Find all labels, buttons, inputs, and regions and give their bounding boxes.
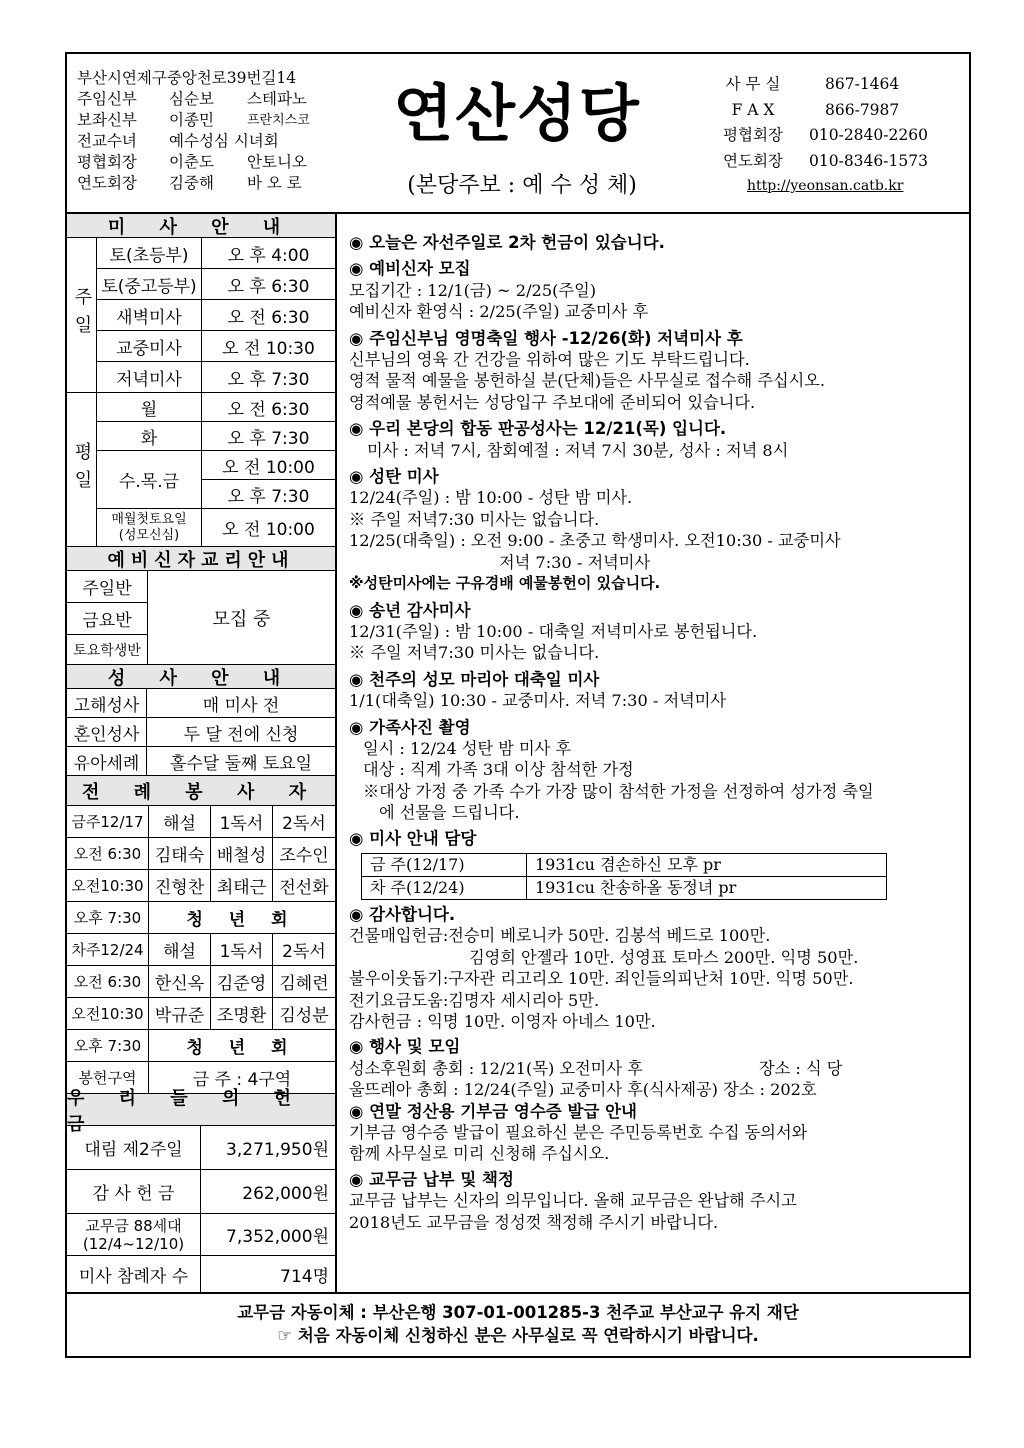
notice-line: 건물매입헌금:전승미 베로니카 50만. 김봉석 베드로 100만. [349, 926, 771, 946]
notice-heading: ◉ 감사합니다. [349, 904, 456, 924]
offering-amount: 714명 [280, 1266, 329, 1287]
liturgy-role: 해설 [149, 934, 211, 965]
mass-name: 교중미사 [97, 331, 202, 361]
mass-time: 오 후 7:30 [227, 428, 310, 449]
staff-role: 주임신부 [77, 90, 137, 108]
bulletin-subtitle: (본당주보 : 예 수 성 체) [407, 173, 637, 198]
address: 부산시연제구중앙천로39번길14 [77, 69, 297, 87]
notice-emphasis: ※성탄미사에는 구유경배 예물봉헌이 있습니다. [349, 574, 661, 593]
notice-line: 성소후원회 총회 : 12/21(목) 오전미사 후 [349, 1058, 643, 1078]
liturgy-header [67, 776, 335, 806]
notice-line: 대상 : 직계 가족 3대 이상 참석한 가정 [363, 760, 634, 780]
notice-line: 전기요금도움:김명자 세시리아 5만. [349, 990, 600, 1010]
mass-time: 오 전 10:30 [222, 338, 315, 359]
weekday-label: 평일 [67, 393, 97, 547]
sacrament-info: 두 달 전에 신청 [183, 724, 299, 745]
contact-value: 010-8346-1573 [809, 151, 928, 170]
liturgy-group: 청 년 회 [186, 1038, 298, 1058]
liturgy-time: 오전10:30 [67, 870, 149, 901]
notice-line: 저녁 7:30 - 저녁미사 [499, 552, 651, 572]
liturgy-person: 김준영 [211, 966, 273, 997]
notice-heading: ◉ 천주의 성모 마리아 대축일 미사 [349, 669, 600, 689]
mass-name: 저녁미사 [97, 362, 202, 392]
liturgy-time: 오전 6:30 [67, 838, 149, 869]
sacrament-name: 고해성사 [67, 689, 147, 717]
staff-role: 전교수녀 [77, 132, 137, 150]
table-cell: 금 주(12/17) [362, 853, 527, 876]
liturgy-role: 2독서 [282, 814, 326, 834]
notice-heading: ◉ 가족사진 촬영 [349, 717, 471, 737]
bulletin-frame [65, 52, 971, 1358]
table-row [362, 853, 887, 876]
liturgy-role: 2독서 [282, 942, 326, 962]
parish-info [77, 68, 310, 194]
notice-line: 2018년도 교무금을 정성껏 책정해 주시기 바랍니다. [349, 1212, 719, 1232]
contact-label: F A X [731, 100, 775, 119]
notice-line: 모집기간 : 12/1(금) ~ 2/25(주일) [349, 280, 597, 300]
contact-value: 010-2840-2260 [809, 126, 928, 144]
liturgy-person: 진형찬 [149, 870, 211, 901]
website-link[interactable]: http://yeonsan.catb.kr [747, 178, 904, 194]
notice-heading: ◉ 성탄 미사 [349, 467, 439, 487]
contact-value: 866-7987 [825, 100, 900, 119]
liturgy-person: 박규준 [149, 998, 211, 1029]
sacrament-info: 홀수달 둘째 토요일 [169, 753, 313, 774]
offering-name [67, 1214, 201, 1255]
liturgy-time: 오후 7:30 [67, 902, 149, 933]
notice-line: ※ 주일 저녁7:30 미사는 없습니다. [349, 509, 600, 529]
notice-heading: ◉ 오늘은 자선주일로 2차 헌금이 있습니다. [349, 233, 665, 252]
staff-extra: 안토니오 [247, 153, 307, 171]
table-cell: 1931cu 겸손하신 모후 pr [527, 853, 887, 876]
section-title: 성 사 안 내 [107, 667, 295, 689]
liturgy-week: 차주12/24 [67, 934, 149, 965]
notice-line: 미사 : 저녁 7시, 참회예절 : 저녁 7시 30분, 성사 : 저녁 8시 [367, 440, 789, 460]
parish-title: 연산성당 [393, 77, 641, 150]
offering-name-line: (12/4~12/10) [82, 1234, 185, 1253]
mass-name [97, 509, 202, 546]
header [67, 54, 969, 214]
contact-label: 평협회장 [723, 126, 783, 144]
staff-name: 예수성심 시녀회 [169, 132, 279, 150]
liturgy-role: 1독서 [211, 806, 273, 837]
notice-line: 1/1(대축일) 10:30 - 교중미사. 저녁 7:30 - 저녁미사 [349, 691, 727, 711]
footer-notice: ☞ 처음 자동이체 신청하신 분은 사무실로 꼭 연락하시기 바랍니다. [277, 1326, 759, 1345]
sacrament-info: 매 미사 전 [202, 695, 280, 716]
notice-heading: ◉ 연말 정산용 기부금 영수증 발급 안내 [349, 1101, 637, 1121]
offering-area-label: 봉헌구역 [67, 1062, 149, 1093]
liturgy-person: 최태근 [211, 870, 273, 901]
notice-line: 신부님의 영육 간 건강을 위하여 많은 기도 부탁드립니다. [349, 350, 750, 370]
mass-schedule-header [67, 214, 335, 238]
mass-name: 토(중고등부) [97, 269, 202, 299]
mass-name: 수.목.금 [97, 451, 202, 509]
contact-list [707, 72, 928, 200]
table-cell: 차 주(12/24) [362, 876, 527, 899]
notices-column [339, 214, 969, 1292]
staff-extra: 바 오 로 [247, 174, 302, 192]
offering-name: 미사 참례자 수 [67, 1256, 201, 1292]
liturgy-person: 김태숙 [149, 838, 211, 869]
offering-amount: 7,352,000원 [226, 1227, 329, 1247]
notice-heading: ◉ 예비신자 모집 [349, 259, 471, 279]
offering-name: 대림 제2주일 [67, 1126, 201, 1169]
liturgy-role: 해설 [149, 806, 211, 837]
notice-line: ※대상 가정 중 가족 수가 가장 많이 참석한 가정을 선정하여 성가정 축일 [363, 781, 874, 801]
sacrament-name: 혼인성사 [67, 718, 147, 746]
section-title: 우 리 들 의 헌 금 [67, 1087, 306, 1135]
section-title: 예비신자교리안내 [107, 549, 295, 571]
staff-role: 평협회장 [77, 153, 137, 171]
catechism-class: 금요반 [82, 611, 132, 631]
notice-line: 울뜨레아 총회 : 12/24(주일) 교중미사 후(식사제공) 장소 : 202호 [349, 1080, 817, 1100]
section-title: 전 례 봉 사 자 [81, 781, 320, 803]
mass-time: 오 후 4:00 [227, 245, 310, 266]
catechism-header [67, 547, 335, 571]
contact-value: 867-1464 [825, 75, 900, 93]
notice-line: 영적예물 봉헌서는 성당입구 주보대에 준비되어 있습니다. [349, 392, 756, 412]
offering-amount: 262,000원 [242, 1184, 329, 1204]
notice-line: 김영희 안젤라 10만. 성영표 토마스 200만. 익명 50만. [469, 947, 859, 967]
liturgy-person: 한신옥 [149, 966, 211, 997]
catechism-class: 주일반 [82, 579, 132, 599]
mass-guide-table [361, 853, 887, 900]
notice-line: 영적 물적 예물을 봉헌하실 분(단체)들은 사무실로 접수해 주십시오. [349, 371, 825, 391]
staff-role: 연도회장 [77, 174, 137, 192]
notice-heading: ◉ 미사 안내 담당 [349, 828, 477, 848]
footer-bank-info: 교무금 자동이체 : 부산은행 307-01-001285-3 천주교 부산교구 유지 재단 [237, 1303, 799, 1322]
mass-name: 새벽미사 [97, 300, 202, 330]
left-column [67, 214, 337, 1292]
offering-amount: 3,271,950원 [226, 1140, 329, 1160]
notice-line: ※ 주일 저녁7:30 미사는 없습니다. [349, 643, 600, 663]
offering-name-line: 교무금 88세대 [85, 1216, 182, 1235]
mass-name: 화 [97, 422, 202, 450]
liturgy-time: 오전10:30 [67, 998, 149, 1029]
notice-line: 12/31(주일) : 밤 10:00 - 대축일 저녁미사로 봉헌됩니다. [349, 621, 758, 641]
notice-line: 교무금 납부는 신자의 의무입니다. 올해 교무금은 완납해 주시고 [349, 1191, 797, 1211]
staff-name: 김중해 [169, 174, 214, 192]
sacrament-name: 유아세례 [67, 747, 147, 775]
notice-line: 12/24(주일) : 밤 10:00 - 성탄 밤 미사. [349, 488, 633, 508]
offering-area-value: 금 주 : 4구역 [192, 1070, 292, 1090]
liturgy-group: 청 년 회 [186, 910, 298, 930]
notice-line: 함께 사무실로 미리 신청해 주십시오. [349, 1144, 610, 1164]
table-row [362, 876, 887, 899]
liturgy-role: 1독서 [211, 934, 273, 965]
catechism-status: 모집 중 [147, 571, 335, 665]
offering-header [67, 1087, 335, 1135]
mass-name: 토(초등부) [97, 238, 202, 268]
notice-line: 에 선물을 드립니다. [379, 803, 520, 823]
notice-line: 장소 : 식 당 [759, 1058, 843, 1078]
notice-line: 감사헌금 : 익명 10만. 이영자 아네스 10만. [349, 1012, 656, 1031]
staff-role: 보좌신부 [77, 111, 137, 129]
notice-line: 일시 : 12/24 성탄 밤 미사 후 [363, 738, 572, 758]
liturgy-week: 금주12/17 [67, 806, 149, 837]
mass-time: 오 전 10:00 [222, 520, 315, 540]
offering-name: 감 사 헌 금 [67, 1170, 201, 1213]
footer [67, 1292, 969, 1356]
notice-heading: ◉ 우리 본당의 합동 판공성사는 12/21(목) 입니다. [349, 419, 727, 439]
liturgy-person: 김혜련 [279, 974, 329, 994]
notice-heading: ◉ 송년 감사미사 [349, 600, 471, 620]
mass-time: 오 후 7:30 [227, 486, 310, 507]
mass-time: 오 전 6:30 [227, 399, 310, 420]
mass-name: 월 [97, 393, 202, 421]
staff-name: 이종민 [169, 111, 214, 129]
liturgy-time: 오후 7:30 [67, 1030, 149, 1061]
notice-line: 기부금 영수증 발급이 필요하신 분은 주민등록번호 수집 동의서와 [349, 1123, 808, 1143]
notice-line: 12/25(대축일) : 오전 9:00 - 초중고 학생미사. 오전10:30 - 교중미사 [349, 531, 841, 551]
staff-name: 이춘도 [169, 153, 214, 171]
liturgy-person: 조수인 [279, 846, 329, 866]
notice-heading: ◉ 교무금 납부 및 책정 [349, 1169, 514, 1189]
mass-name-line: 매월첫토요일 [111, 511, 187, 527]
staff-name: 심순보 [169, 90, 214, 108]
notice-line: 예비신자 환영식 : 2/25(주일) 교중미사 후 [349, 302, 649, 322]
mass-time: 오 전 10:00 [222, 457, 315, 478]
table-cell: 1931cu 찬송하올 동정녀 pr [527, 876, 887, 899]
sacrament-header [67, 665, 335, 689]
mass-name-line: (성모신심) [118, 527, 180, 543]
notice-line: 불우이웃돕기:구자관 리고리오 10만. 죄인들의피난처 10만. 익명 50만. [349, 969, 854, 989]
mass-time: 오 후 7:30 [227, 369, 310, 390]
sunday-label: 주일 [67, 238, 97, 393]
section-title: 미 사 안 내 [107, 216, 295, 238]
liturgy-time: 오전 6:30 [67, 966, 149, 997]
notice-heading: ◉ 주임신부님 영명축일 행사 -12/26(화) 저녁미사 후 [349, 328, 743, 348]
catechism-class: 토요학생반 [73, 642, 141, 659]
liturgy-person: 김성분 [279, 1006, 329, 1026]
mass-time: 오 후 6:30 [227, 276, 310, 297]
liturgy-person: 배철성 [211, 838, 273, 869]
mass-time: 오 전 6:30 [227, 307, 310, 328]
contact-label: 사 무 실 [725, 75, 781, 93]
notice-heading: ◉ 행사 및 모임 [349, 1037, 461, 1057]
staff-extra: 프란치스코 [247, 113, 310, 128]
staff-extra: 스테파노 [247, 90, 307, 108]
liturgy-person: 전선화 [279, 878, 329, 898]
liturgy-person: 조명환 [211, 998, 273, 1029]
contact-label: 연도회장 [723, 151, 783, 170]
